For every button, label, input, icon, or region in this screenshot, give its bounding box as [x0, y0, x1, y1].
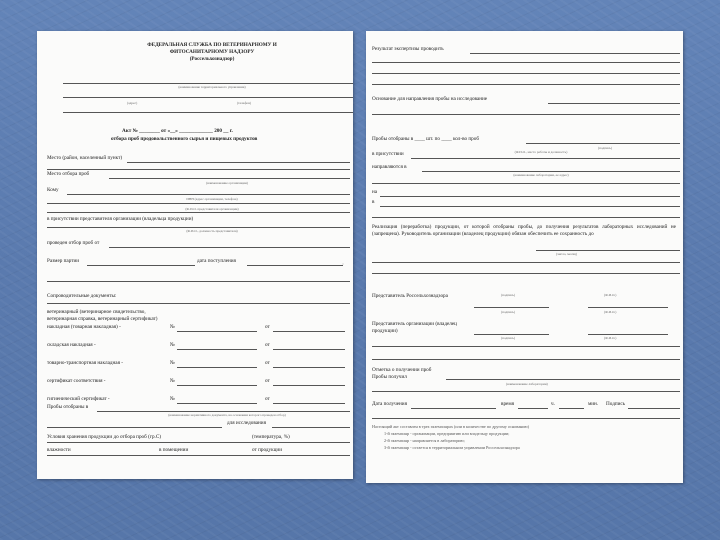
- doc-item: ветеринарный (ветеринарное свидетельство,: [47, 309, 146, 315]
- document-page-left: [37, 31, 353, 479]
- conditions-label: Условия хранения продукции до отбора проб (гр.С): [47, 434, 162, 440]
- no-label: №: [170, 396, 175, 402]
- footnote-line: 1-й экземпляр - организации, предприятию или владельцу продукции;: [384, 431, 510, 436]
- owner-note: (наименование организации): [206, 181, 248, 185]
- rule: [372, 346, 680, 347]
- in-label: в: [372, 199, 375, 205]
- signer1-note-2: (Ф.И.О.): [604, 293, 617, 297]
- document-page-right: [366, 31, 683, 483]
- result-title: Результат экспертизы проводить: [372, 46, 444, 52]
- no-label: №: [170, 342, 175, 348]
- rule: [526, 143, 680, 144]
- rule: [372, 73, 680, 74]
- signature-label: Подпись: [606, 401, 626, 407]
- samples-label: Пробы отобраны в: [47, 404, 89, 410]
- rule: [177, 349, 257, 350]
- rule: [47, 281, 350, 282]
- doc-item: сертификат соответствия -: [47, 378, 106, 384]
- docs-heading: Сопроводительные документы:: [47, 293, 117, 299]
- sub-note: (наименование территориального управления): [178, 85, 246, 89]
- rule: [628, 408, 680, 409]
- rule: [47, 427, 222, 428]
- doc-item: складская накладная -: [47, 342, 96, 348]
- footnote-line: Настоящий акт составлен в трех экземплярах (или в количестве по другому основанию): [372, 424, 530, 429]
- act-title: отбора проб продовольственного сырья и пищевых продуктов: [111, 136, 258, 142]
- sub-note-2: (адрес): [127, 101, 138, 105]
- doc-item: накладная (товарная накладная) -: [47, 324, 121, 330]
- rule: [47, 203, 350, 204]
- results-label: для исследования: [227, 420, 266, 426]
- rule: [273, 403, 345, 404]
- size-label: Размер партии: [47, 258, 80, 264]
- rule: [588, 334, 668, 335]
- rule: [411, 158, 680, 159]
- rule: [109, 178, 350, 179]
- rule: [273, 349, 345, 350]
- hours-label: ч.: [551, 401, 555, 407]
- rule: [380, 196, 680, 197]
- header-line-2: ФИТОСАНИТАРНОМУ НАДЗОРУ: [169, 49, 255, 55]
- rule: [63, 112, 353, 113]
- rule: [474, 307, 549, 308]
- rule: [372, 418, 680, 419]
- rule: [63, 97, 353, 98]
- rule: [47, 442, 350, 443]
- presence-label: в присутствии представителя организации (владельца продукции): [47, 216, 194, 222]
- rule: [372, 273, 680, 274]
- rule: [559, 408, 584, 409]
- rule: [411, 408, 496, 409]
- signer-organization: Представитель организации (владелец продукции): [372, 321, 457, 334]
- conditions-note: (температура, %): [252, 434, 290, 440]
- rule: [63, 83, 353, 84]
- samples-note: (наименование нормативного документа, на основании которого проведен отбор): [168, 413, 286, 417]
- rule: [109, 247, 350, 248]
- received-label-2: Пробы получил: [372, 374, 407, 380]
- footnote-line: 2-й экземпляр - направляется в лабораторию;: [384, 438, 465, 443]
- subject-label: Место отбора проб: [47, 171, 90, 177]
- sent-note: (наименование лаборатории, ее адрес): [513, 173, 569, 177]
- from-label: от: [265, 360, 270, 366]
- to-label: на: [372, 189, 378, 195]
- rule: [446, 379, 680, 380]
- rule: [273, 367, 345, 368]
- rule: [380, 206, 680, 207]
- act-number-line: Акт № ________ от «__» _____________ 200 __ г.: [122, 128, 233, 134]
- rule: [372, 262, 680, 263]
- from-label: от: [265, 324, 270, 330]
- rule: [372, 114, 680, 115]
- header-line-1: ФЕДЕРАЛЬНАЯ СЛУЖБА ПО ВЕТЕРИНАРНОМУ И: [147, 42, 277, 48]
- stamp-note: (подпись): [598, 146, 613, 150]
- received-label: Отметка о получении проб: [372, 367, 432, 373]
- rule: [518, 408, 548, 409]
- time-label: время: [501, 401, 515, 407]
- presence-note: (Ф.И.О., место работы и должность): [514, 150, 568, 154]
- rule: [372, 183, 680, 184]
- vessel-label: в помещении: [159, 447, 189, 453]
- basis-label: Основание для направления пробы на исследование: [372, 96, 488, 102]
- place-label: Место (район, населенный пункт): [47, 155, 123, 161]
- rule: [272, 427, 350, 428]
- received-note: (наименование лаборатории): [506, 382, 548, 386]
- doc-item: товарно-транспортная накладная -: [47, 360, 124, 366]
- rule: [470, 53, 680, 54]
- rule: [372, 84, 680, 85]
- doc-item: ветеринарная справка, ветеринарный сертификат): [47, 316, 158, 322]
- rule: [273, 385, 345, 386]
- sub-note-3: (телефон): [237, 101, 252, 105]
- signer1-note: (подпись): [501, 293, 516, 297]
- rule: [588, 307, 668, 308]
- no-label: №: [170, 324, 175, 330]
- signer2-note-2: (Ф.И.О.): [604, 336, 617, 340]
- rule: [273, 331, 345, 332]
- rule: [548, 103, 680, 104]
- presence-note-2: (Ф.И.О. представителя организации): [185, 207, 239, 211]
- rule: [47, 227, 350, 228]
- rule: [177, 403, 257, 404]
- performed-label: проведен отбор проб от: [47, 240, 100, 246]
- from-label: от: [265, 396, 270, 402]
- rule: [474, 334, 549, 335]
- signer-rosselkhoznadzor: Представитель Россельхознадзора: [372, 293, 448, 299]
- rule: [177, 367, 257, 368]
- no-label: №: [170, 360, 175, 366]
- minutes-label: мин.: [588, 401, 599, 407]
- rule: [177, 331, 257, 332]
- rule: [47, 169, 350, 170]
- rule: [47, 212, 350, 213]
- owner-label: Кому: [47, 187, 59, 193]
- from-label: от: [265, 378, 270, 384]
- owner-note-2: ИНН (адрес организации, телефон): [186, 197, 238, 201]
- footnote-line: 3-й экземпляр - остается в территориальном управлении Россельхознадзора: [384, 445, 520, 450]
- header-line-3: (Россельхознадзор): [189, 56, 235, 62]
- sent-label: направляются в: [372, 164, 407, 170]
- signer1-note: (подпись): [501, 310, 516, 314]
- rule: [47, 303, 350, 304]
- rule: [372, 62, 680, 63]
- date-arrival-label: дата поступления: [197, 258, 236, 264]
- rule: [47, 455, 350, 456]
- rule: [177, 385, 257, 386]
- samples-line: Пробы отобраны в ____ шт. по ____ кол-во проб: [372, 136, 479, 142]
- doc-item: гигиенический сертификат -: [47, 396, 110, 402]
- rule: [247, 265, 343, 266]
- realization-text: Реализация (переработка) продукции, от которой отобраны пробы, до получения результатов лабораторных исследований не (запрещена). Руководитель организации (владелец продукции) обязан обеспечить ее сохранность до: [372, 224, 676, 237]
- rule: [127, 162, 350, 163]
- margin-mark: ˌ: [342, 259, 344, 265]
- realization-note: (число, месяц): [556, 252, 577, 256]
- date-received-label: Дата получения: [372, 401, 407, 407]
- no-label: №: [170, 378, 175, 384]
- rule: [372, 217, 680, 218]
- rule: [372, 391, 680, 392]
- presence-label: в присутствии: [372, 151, 404, 157]
- rule: [87, 265, 195, 266]
- rule: [536, 250, 680, 251]
- rule: [422, 171, 680, 172]
- signer1-note-2: (Ф.И.О.): [604, 310, 617, 314]
- store-label: от продукции: [252, 447, 282, 453]
- rule: [97, 411, 350, 412]
- presence-note: (Ф.И.О., должность представителя): [186, 229, 238, 233]
- rule: [67, 194, 350, 195]
- from-label: от: [265, 342, 270, 348]
- signer2-note: (подпись): [501, 336, 516, 340]
- humidity-label: влажности: [47, 447, 71, 453]
- rule: [372, 359, 680, 360]
